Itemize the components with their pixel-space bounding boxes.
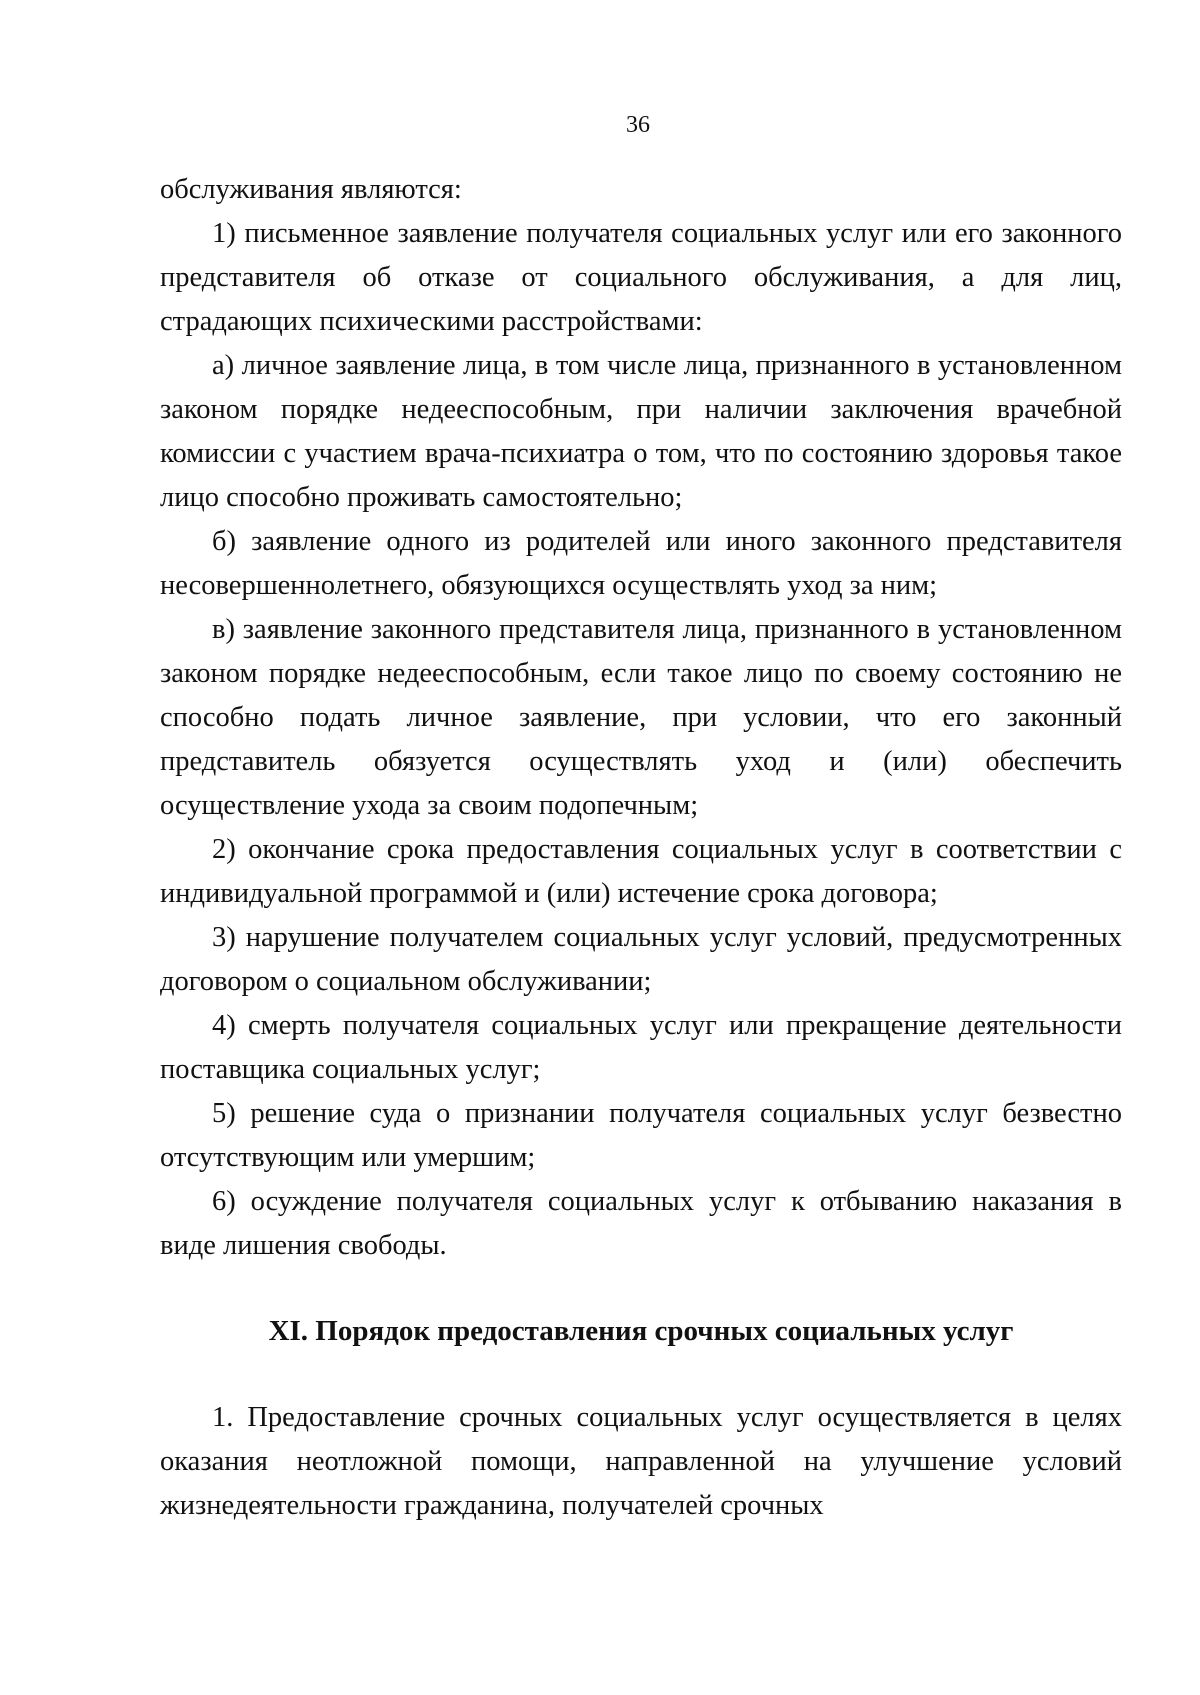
paragraph-item-6: 6) осуждение получателя социальных услуг к отбыванию наказания в виде лишения свободы. xyxy=(160,1186,1122,1261)
paragraph-item-4: 4) смерть получателя социальных услуг или прекращение деятельности поставщика социальных услуг; xyxy=(160,1010,1122,1085)
section-heading: XI. Порядок предоставления срочных социальных услуг xyxy=(268,1315,1014,1347)
section-paragraph-1: 1. Предоставление срочных социальных услуг осуществляется в целях оказания неотложной помощи, направленной на улучшение условий жизнедеятельности гражданина, получателей срочных xyxy=(160,1402,1122,1521)
paragraph-continuation: обслуживания являются: xyxy=(160,174,462,205)
body-text xyxy=(160,168,1122,1268)
page-number: 36 xyxy=(626,112,650,138)
paragraph-item-1a: а) личное заявление лица, в том числе лица, признанного в установленном законом порядке недееспособным, при наличии заключения врачебной комиссии с участием врача-психиатра о том, что по состоянию здоровья такое лицо способно проживать самостоятельно; xyxy=(160,350,1122,513)
paragraph-item-2: 2) окончание срока предоставления социальных услуг в соответствии с индивидуальной программой и (или) истечение срока договора; xyxy=(160,834,1122,909)
paragraph-item-1: 1) письменное заявление получателя социальных услуг или его законного представителя об отказе от социального обслуживания, а для лиц, страдающих психическими расстройствами: xyxy=(160,218,1122,337)
paragraph-item-3: 3) нарушение получателем социальных услуг условий, предусмотренных договором о социальном обслуживании; xyxy=(160,922,1122,997)
paragraph-item-5: 5) решение суда о признании получателя социальных услуг безвестно отсутствующим или умершим; xyxy=(160,1098,1122,1173)
paragraph-item-1v: в) заявление законного представителя лица, признанного в установленном законом порядке недееспособным, если такое лицо по своему состоянию не способно подать личное заявление, при условии, что его законный представитель обязуется осуществлять уход и (или) обеспечить осуществление ухода за своим подопечным; xyxy=(160,614,1122,821)
section-body xyxy=(160,1396,1122,1528)
paragraph-item-1b: б) заявление одного из родителей или иного законного представителя несовершеннолетнего, обязующихся осуществлять уход за ним; xyxy=(160,526,1122,601)
